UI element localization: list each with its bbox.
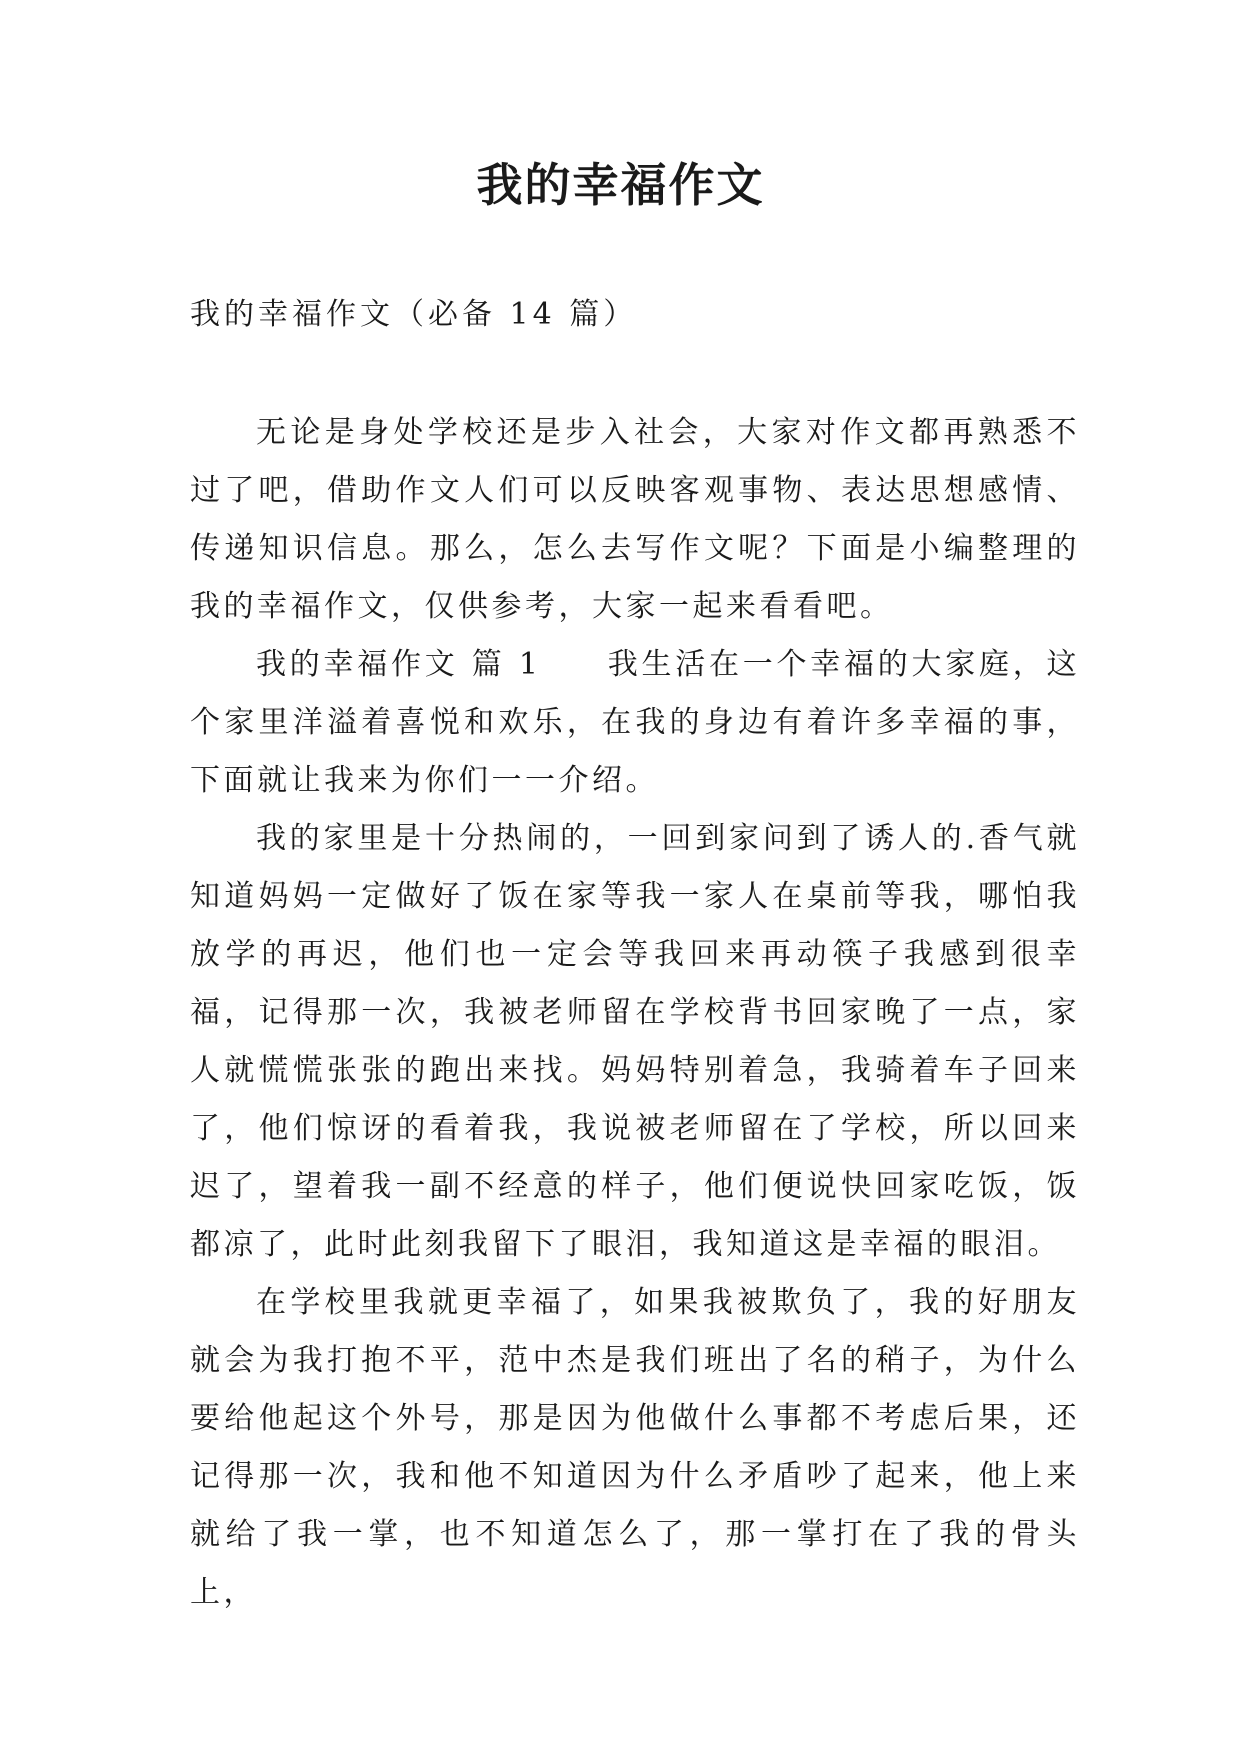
chapter-text: 我生活在一个幸福的大家庭，这个家里洋溢着喜悦和欢乐，在我的身边有着许多幸福的事，下面就让我来为你们一一介绍。	[190, 647, 1081, 798]
chapter-heading: 我的幸福作文 篇 1	[256, 647, 542, 682]
body-paragraph: 在学校里我就更幸福了，如果我被欺负了，我的好朋友就会为我打抱不平，范中杰是我们班出了名的稍子，为什么要给他起这个外号，那是因为他做什么事都不考虑后果，还记得那一次，我和他不知道因为什么矛盾吵了起来，他上来就给了我一掌，也不知道怎么了，那一掌打在了我的骨头上，	[190, 1285, 1080, 1610]
document-body	[190, 404, 1080, 1622]
document-subtitle: 我的幸福作文（必备 14 篇）	[190, 297, 638, 332]
body-paragraph: 我的家里是十分热闹的，一回到家问到了诱人的.香气就知道妈妈一定做好了饭在家等我一家人在桌前等我，哪怕我放学的再迟，他们也一定会等我回来再动筷子我感到很幸福，记得那一次，我被老师留在学校背书回家晚了一点，家人就慌慌张张的跑出来找。妈妈特别着急，我骑着车子回来了，他们惊讶的看着我，我说被老师留在了学校，所以回来迟了，望着我一副不经意的样子，他们便说快回家吃饭，饭都凉了，此时此刻我留下了眼泪，我知道这是幸福的眼泪。	[190, 821, 1080, 1262]
chapter-paragraph	[190, 636, 1080, 810]
document-title: 我的幸福作文	[476, 158, 765, 212]
intro-paragraph: 无论是身处学校还是步入社会，大家对作文都再熟悉不过了吧，借助作文人们可以反映客观事物、表达思想感情、传递知识信息。那么，怎么去写作文呢？下面是小编整理的我的幸福作文，仅供参考，大家一起来看看吧。	[190, 415, 1080, 624]
